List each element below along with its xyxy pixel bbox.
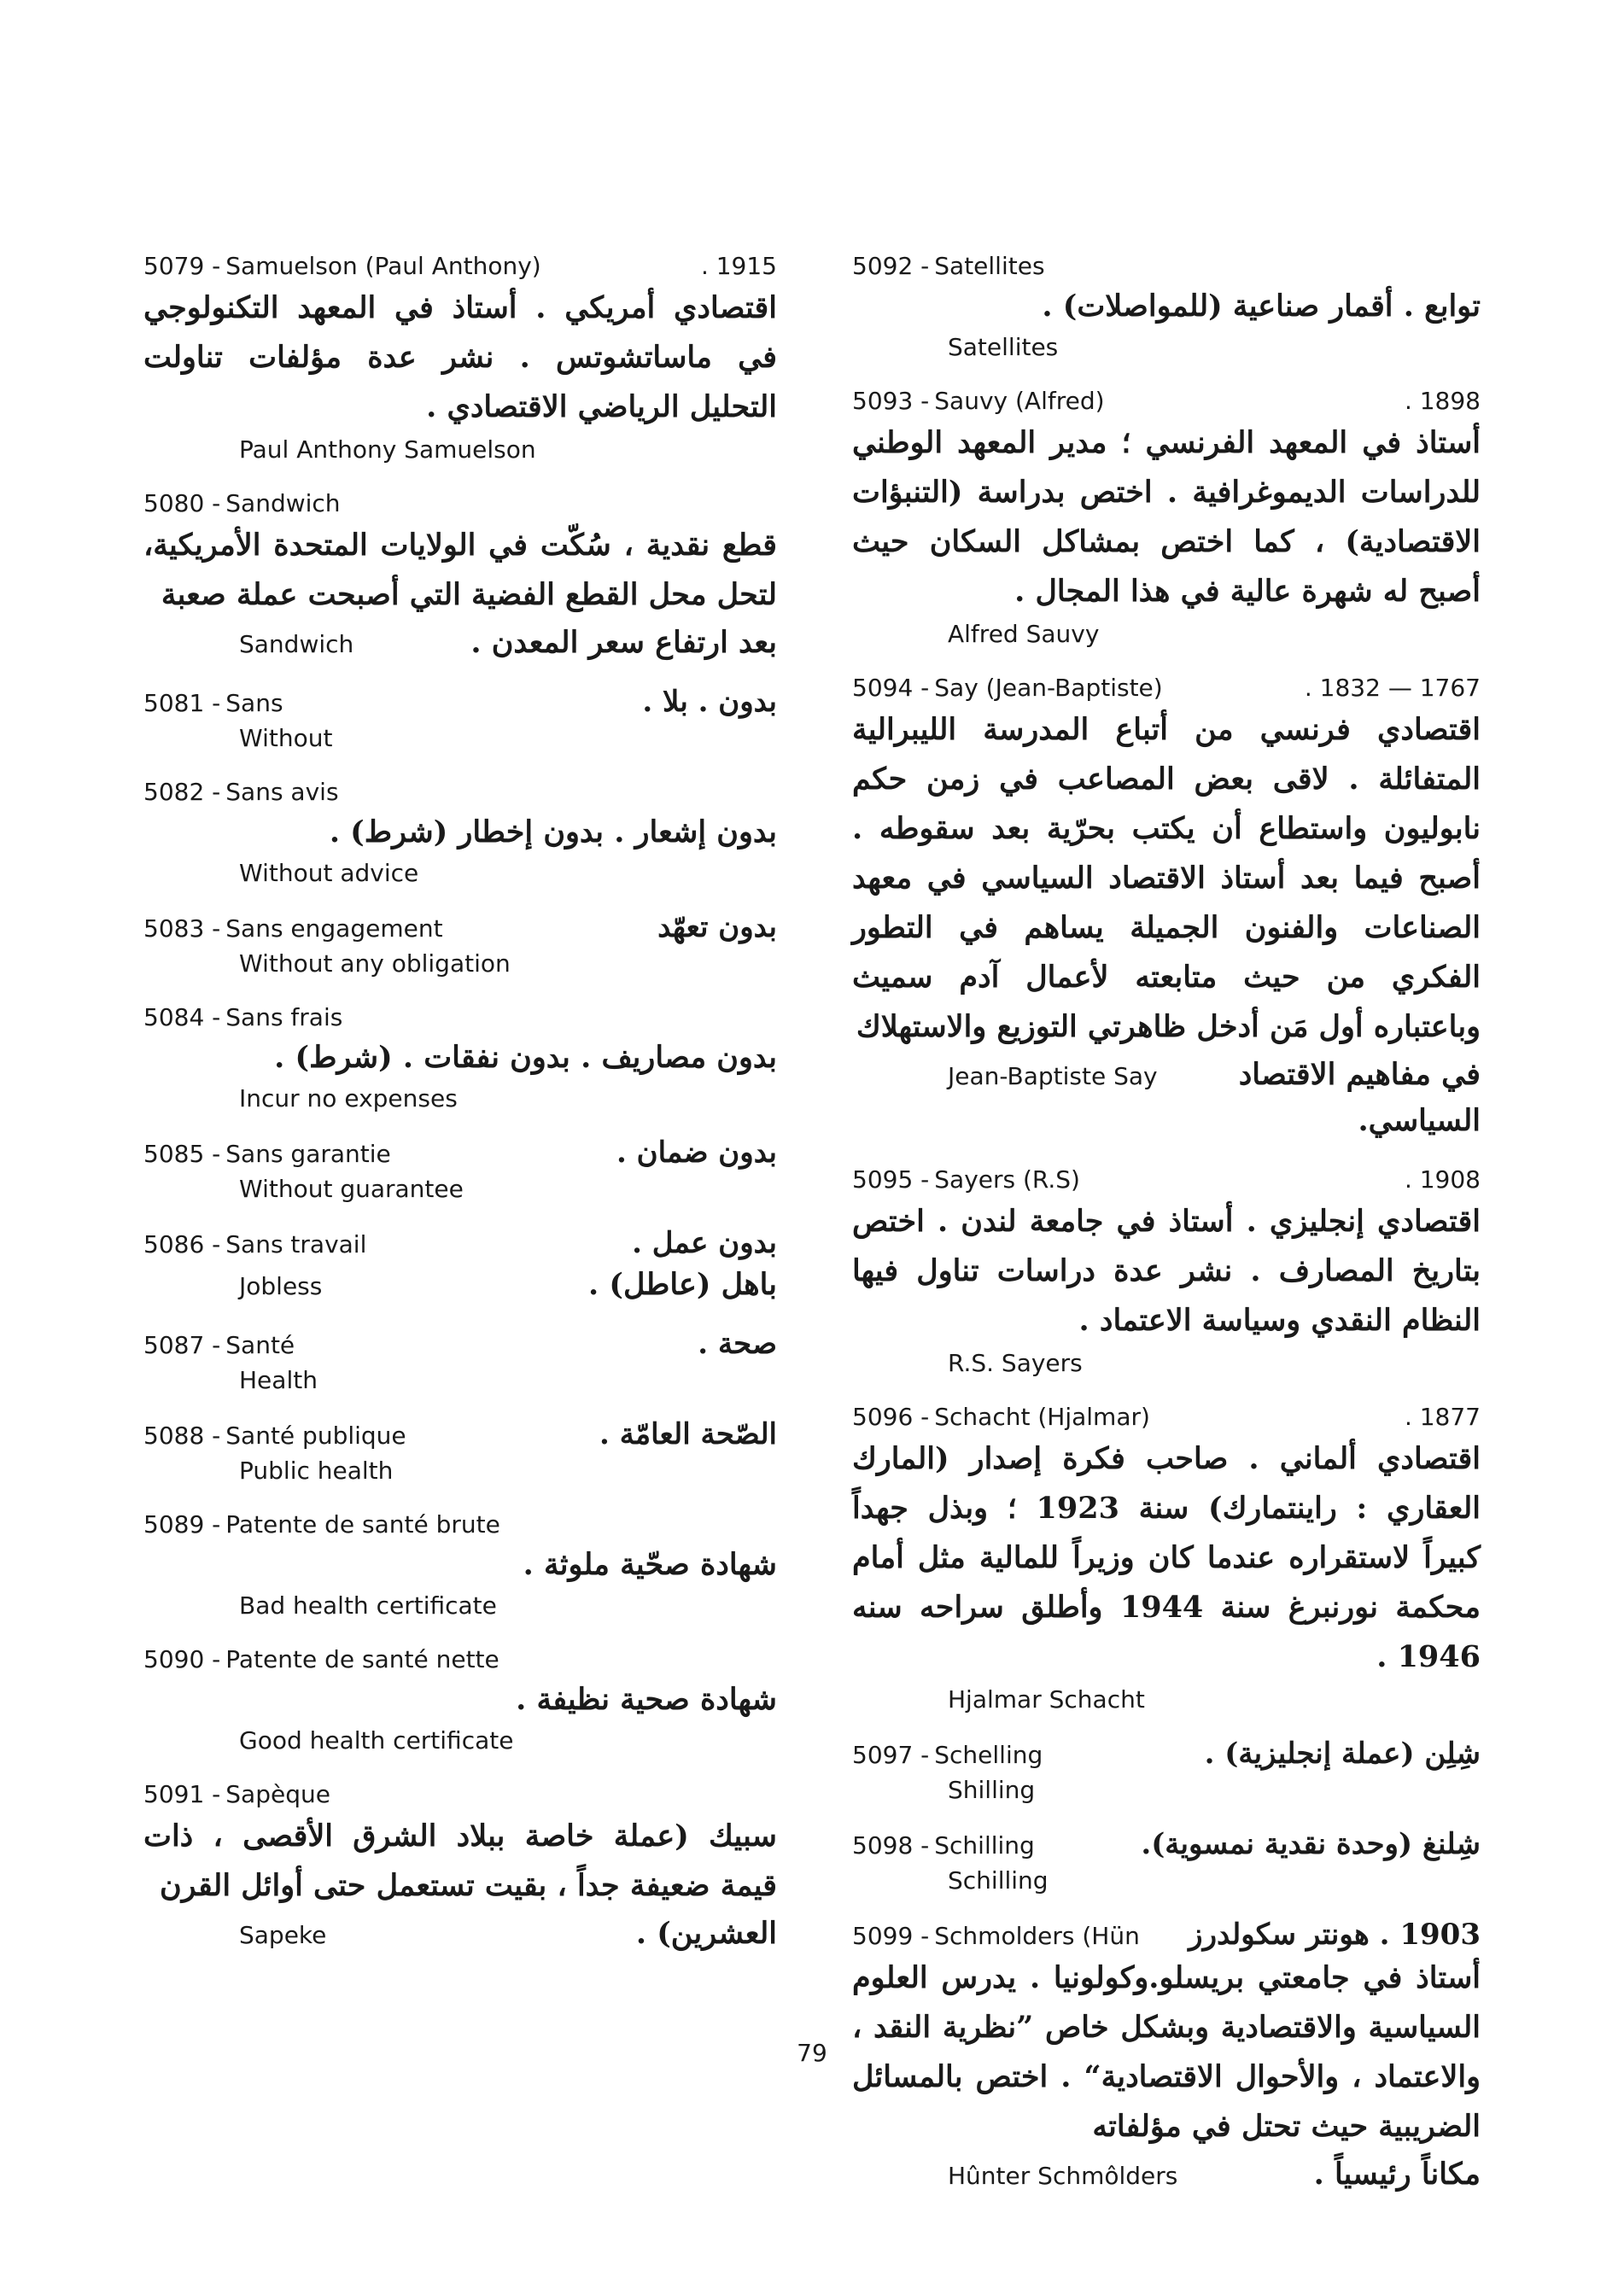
entry-term: Schilling — [934, 1831, 1035, 1860]
entry-term: Sans engagement — [225, 914, 443, 943]
entry-english: R.S. Sayers — [948, 1349, 1083, 1377]
entry-arabic-end: بعد ارتفاع سعر المعدن . — [470, 625, 777, 660]
entry-arabic: أستاذ في جامعتي بريسلو.وكولونيا . يدرس العلوم السياسية والاقتصادية وبشكل خاص ”نظرية النقد ، والاعتماد ، والأحوال الاقتصادية“ . اختص بالمسائل الضريبية حيث تحتل في مؤلفاته — [852, 1960, 1481, 2144]
entry-number: 5085 - — [143, 1140, 221, 1168]
entry-arabic: بدون تعهّد — [657, 910, 777, 944]
entry-arabic-end: مكاناً رئيسياً . — [1313, 2157, 1481, 2192]
entry-head — [852, 1400, 1481, 1434]
left-column — [143, 249, 777, 1976]
entry-arabic-head: 1903 . هونتر سكولدرز — [1189, 1918, 1481, 1952]
entry-5089 — [143, 1508, 777, 1624]
entry-english: Without — [239, 724, 333, 752]
entry-number: 5079 - — [143, 252, 221, 280]
entry-head — [143, 1226, 777, 1262]
entry-english: Schilling — [948, 1866, 1049, 1895]
entry-arabic: شِلنغ (وحدة نقدية نمسوية). — [1141, 1827, 1481, 1861]
entry-5098 — [852, 1827, 1481, 1899]
entry-arabic: شهادة صحية نظيفة . — [516, 1682, 777, 1717]
entry-head — [143, 249, 777, 283]
entry-number: 5089 - — [143, 1510, 221, 1539]
entry-head — [143, 1508, 777, 1542]
entry-5082 — [143, 775, 777, 891]
entry-arabic: توابع . أقمار صناعية (للمواصلات) . — [1042, 289, 1481, 324]
entry-arabic-end: في مفاهيم الاقتصاد السياسي. — [1238, 1057, 1481, 1138]
entry-term: Sans travail — [225, 1230, 367, 1258]
entry-term: Santé publique — [225, 1422, 406, 1450]
entry-number: 5097 - — [852, 1741, 930, 1769]
entry-head — [143, 1136, 777, 1171]
entry-arabic: بدون ضمان . — [616, 1136, 777, 1170]
entry-arabic: بدون إشعار . بدون إخطار (شرط) . — [329, 815, 777, 850]
entry-english: Jean-Baptiste Say — [948, 1062, 1158, 1090]
entry-term: Patente de santé brute — [225, 1510, 500, 1539]
entry-number: 5084 - — [143, 1003, 221, 1031]
entry-english: Without guarantee — [239, 1175, 464, 1203]
entry-english: Hjalmar Schacht — [948, 1685, 1145, 1714]
entry-number: 5095 - — [852, 1165, 930, 1194]
entry-term: Santé — [225, 1331, 295, 1359]
entry-head — [852, 671, 1481, 705]
entry-english: Sandwich — [239, 630, 354, 658]
entry-5095 — [852, 1163, 1481, 1381]
entry-5079 — [143, 249, 777, 468]
entry-arabic: أستاذ في المعهد الفرنسي ؛ مدير المعهد الوطني للدراسات الديموغرافية . اختص بدراسة (التنبؤات الاقتصادية) ، كما اختص بمشاكل السكان حيث أصبح له شهرة عالية في هذا المجال . — [852, 425, 1481, 609]
entry-arabic: شهادة صحّية ملوثة . — [523, 1547, 777, 1582]
entry-5086 — [143, 1226, 777, 1308]
entry-arabic: صحة . — [698, 1327, 777, 1361]
entry-arabic: شِلِن (عملة إنجليزية) . — [1204, 1737, 1481, 1771]
entry-head — [143, 685, 777, 721]
entry-5093 — [852, 384, 1481, 652]
entry-english: Hûnter Schmôlders — [948, 2162, 1178, 2190]
entry-number: 5081 - — [143, 689, 221, 717]
entry-head — [143, 1327, 777, 1363]
entry-english: Satellites — [948, 333, 1059, 361]
entry-arabic: بدون عمل . — [632, 1226, 777, 1260]
entry-arabic: بدون . بلا . — [642, 685, 777, 719]
entry-arabic: اقتصادي أمريكي . أستاذ في المعهد التكنولوجي في ماساتشوتس . نشر عدة مؤلفات تناولت التحليل الرياضي الاقتصادي . — [143, 290, 777, 424]
entry-term: Sapèque — [225, 1780, 330, 1808]
page-number: 79 — [797, 2039, 827, 2067]
entry-date: . 1915 — [700, 252, 777, 280]
entry-head — [143, 1778, 777, 1812]
entry-arabic-synonym: باهل (عاطل) . — [588, 1267, 777, 1302]
entry-english: Shilling — [948, 1776, 1036, 1804]
entry-term: Sandwich — [225, 489, 341, 517]
entry-arabic: اقتصادي ألماني . صاحب فكرة إصدار (المارك العقاري : راينتمارك) سنة 1923 ؛ وبذل جهداً كبيراً لاستقراره عندما كان وزيراً للمالية مثل أمام محكمة نورنبرغ سنة 1944 وأطلق سراحه سنه 1946 . — [852, 1441, 1481, 1674]
entry-head — [852, 1737, 1481, 1772]
entry-arabic: قطع نقدية ، سُكّت في الولايات المتحدة الأمريكية، لتحل محل القطع الفضية التي أصبحت عملة صعبة — [143, 528, 777, 612]
entry-5087 — [143, 1327, 777, 1398]
entry-5088 — [143, 1417, 777, 1489]
entry-head — [143, 910, 777, 946]
entry-5091 — [143, 1778, 777, 1957]
entry-5080 — [143, 487, 777, 666]
entry-english: Good health certificate — [239, 1726, 514, 1755]
entry-number: 5099 - — [852, 1922, 930, 1950]
entry-number: 5082 - — [143, 778, 221, 806]
entry-english: Paul Anthony Samuelson — [239, 435, 536, 464]
entry-number: 5088 - — [143, 1422, 221, 1450]
entry-english: Alfred Sauvy — [948, 620, 1100, 648]
entry-english: Incur no expenses — [239, 1084, 458, 1112]
entry-english: Public health — [239, 1457, 394, 1485]
entry-head — [852, 384, 1481, 418]
entry-term: Patente de santé nette — [225, 1645, 499, 1673]
entry-head — [143, 487, 777, 521]
entry-head — [852, 1163, 1481, 1197]
right-column — [852, 249, 1481, 2216]
entry-arabic: سبيك (عملة خاصة ببلاد الشرق الأقصى ، ذات قيمة ضعيفة جداً ، بقيت تستعمل حتى أوائل القرن — [143, 1819, 777, 1903]
entry-number: 5093 - — [852, 387, 930, 415]
entry-arabic: بدون مصاريف . بدون نفقات . (شرط) . — [274, 1040, 777, 1075]
entry-term: Say (Jean-Baptiste) — [934, 674, 1163, 702]
entry-head — [143, 1643, 777, 1677]
entry-5094 — [852, 671, 1481, 1144]
entry-term: Sans garantie — [225, 1140, 391, 1168]
entry-number: 5083 - — [143, 914, 221, 943]
entry-5084 — [143, 1001, 777, 1117]
entry-term: Sans avis — [225, 778, 339, 806]
entry-head — [852, 1827, 1481, 1863]
entry-number: 5094 - — [852, 674, 930, 702]
entry-number: 5087 - — [143, 1331, 221, 1359]
entry-head — [143, 775, 777, 809]
entry-arabic: اقتصادي إنجليزي . أستاذ في جامعة لندن . اختص بتاريخ المصارف . نشر عدة دراسات تناول فيها النظام النقدي وسياسة الاعتماد . — [852, 1204, 1481, 1338]
entry-term: Samuelson (Paul Anthony) — [225, 252, 541, 280]
entry-date: . 1832 — 1767 — [1304, 674, 1481, 702]
entry-term: Satellites — [934, 252, 1045, 280]
entry-5090 — [143, 1643, 777, 1759]
entry-arabic-end: العشرين) . — [635, 1916, 777, 1951]
entry-date: . 1908 — [1404, 1165, 1481, 1194]
entry-number: 5098 - — [852, 1831, 930, 1860]
entry-5097 — [852, 1737, 1481, 1808]
entry-english: Bad health certificate — [239, 1591, 497, 1620]
entry-number: 5080 - — [143, 489, 221, 517]
entry-date: . 1877 — [1404, 1403, 1481, 1431]
entry-arabic: الصّحة العامّة . — [599, 1417, 777, 1451]
entry-term: Sans frais — [225, 1003, 343, 1031]
entry-5096 — [852, 1400, 1481, 1718]
entry-english: Without advice — [239, 859, 419, 887]
entry-term: Sayers (R.S) — [934, 1165, 1080, 1194]
entry-english: Health — [239, 1366, 318, 1394]
entry-english: Without any obligation — [239, 949, 511, 978]
entry-date: . 1898 — [1404, 387, 1481, 415]
entry-term: Sans — [225, 689, 283, 717]
entry-head — [143, 1417, 777, 1453]
entry-term: Sauvy (Alfred) — [934, 387, 1105, 415]
entry-head — [852, 1918, 1481, 1953]
entry-arabic: اقتصادي فرنسي من أتباع المدرسة الليبرالية المتفائلة . لاقى بعض المصاعب في زمن حكم نابوليون واستطاع أن يكتب بحرّية بعد سقوطه . أصبح فيما بعد أستاذ الاقتصاد السياسي في معهد الصناعات والفنون الجميلة يساهم في التطور الفكري من حيث متابعته لأعمال آدم سميث وباعتباره أول مَن أدخل ظاهرتي التوزيع والاستهلاك — [852, 712, 1481, 1044]
entry-5083 — [143, 910, 777, 982]
entry-english: Jobless — [239, 1272, 323, 1300]
entry-5092 — [852, 249, 1481, 365]
entry-number: 5090 - — [143, 1645, 221, 1673]
entry-head — [143, 1001, 777, 1035]
entry-term: Schacht (Hjalmar) — [934, 1403, 1150, 1431]
entry-number: 5091 - — [143, 1780, 221, 1808]
entry-number: 5096 - — [852, 1403, 930, 1431]
entry-term: Schmolders (Hün — [934, 1922, 1140, 1950]
entry-number: 5086 - — [143, 1230, 221, 1258]
entry-english: Sapeke — [239, 1921, 327, 1949]
entry-5085 — [143, 1136, 777, 1207]
entry-term: Schelling — [934, 1741, 1043, 1769]
entry-head — [852, 249, 1481, 283]
entry-number: 5092 - — [852, 252, 930, 280]
entry-5081 — [143, 685, 777, 756]
